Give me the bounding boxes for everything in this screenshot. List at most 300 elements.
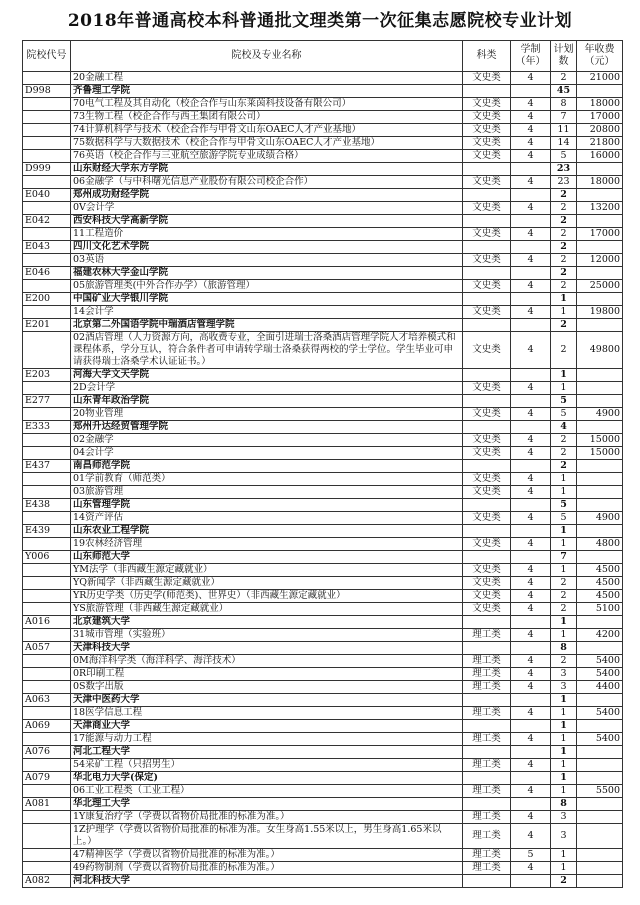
empty-cell <box>577 215 623 228</box>
major-category: 理工类 <box>463 668 511 681</box>
major-category: 文史类 <box>463 124 511 137</box>
major-row <box>23 202 623 215</box>
major-name: 02金融学 <box>71 434 463 447</box>
school-plan-total: 2 <box>551 460 577 473</box>
empty-cell <box>511 525 551 538</box>
school-code: A063 <box>23 694 71 707</box>
major-fee: 18000 <box>577 98 623 111</box>
major-fee: 4500 <box>577 577 623 590</box>
major-category: 理工类 <box>463 811 511 824</box>
major-row <box>23 707 623 720</box>
major-fee <box>577 849 623 862</box>
major-plan: 1 <box>551 759 577 772</box>
major-duration: 4 <box>511 111 551 124</box>
major-code-cell <box>23 72 71 85</box>
major-code-cell <box>23 473 71 486</box>
empty-cell <box>577 551 623 564</box>
major-category: 理工类 <box>463 785 511 798</box>
school-row <box>23 241 623 254</box>
school-code: A069 <box>23 720 71 733</box>
major-duration: 5 <box>511 849 551 862</box>
empty-cell <box>463 215 511 228</box>
major-fee: 5400 <box>577 655 623 668</box>
major-row <box>23 254 623 267</box>
major-row <box>23 603 623 616</box>
empty-cell <box>511 319 551 332</box>
major-row <box>23 382 623 395</box>
major-name: 19农林经济管理 <box>71 538 463 551</box>
major-name: 02酒店管理（人力资源方向，高收费专业，全面引进瑞士洛桑酒店管理学院人才培养模式和课程体系，学分互认，符合条件者可申请转学瑞士洛桑获得两校的学士学位。学生毕业可申请获得瑞士洛桑学术认证证书。） <box>71 332 463 369</box>
empty-cell <box>577 267 623 280</box>
major-fee <box>577 862 623 875</box>
major-plan: 2 <box>551 254 577 267</box>
empty-cell <box>511 772 551 785</box>
major-fee <box>577 486 623 499</box>
empty-cell <box>577 772 623 785</box>
school-plan-total: 5 <box>551 395 577 408</box>
school-code: Y006 <box>23 551 71 564</box>
major-name: 54采矿工程（只招男生） <box>71 759 463 772</box>
school-code: E277 <box>23 395 71 408</box>
major-name: YQ新闻学（非西藏生源定藏就业） <box>71 577 463 590</box>
major-code-cell <box>23 862 71 875</box>
major-name: 11工程造价 <box>71 228 463 241</box>
major-duration: 4 <box>511 603 551 616</box>
school-name: 河海大学文天学院 <box>71 369 463 382</box>
major-fee: 4800 <box>577 538 623 551</box>
school-row <box>23 460 623 473</box>
school-plan-total: 1 <box>551 720 577 733</box>
major-plan: 2 <box>551 72 577 85</box>
major-row <box>23 72 623 85</box>
major-row <box>23 124 623 137</box>
major-duration: 4 <box>511 150 551 163</box>
major-row <box>23 473 623 486</box>
major-plan: 2 <box>551 228 577 241</box>
major-row <box>23 111 623 124</box>
major-code-cell <box>23 590 71 603</box>
major-category: 文史类 <box>463 150 511 163</box>
major-fee: 4900 <box>577 408 623 421</box>
major-code-cell <box>23 306 71 319</box>
major-category: 文史类 <box>463 603 511 616</box>
empty-cell <box>463 642 511 655</box>
major-duration: 4 <box>511 382 551 395</box>
school-name: 华北电力大学(保定) <box>71 772 463 785</box>
major-plan: 5 <box>551 150 577 163</box>
school-row <box>23 798 623 811</box>
empty-cell <box>511 189 551 202</box>
school-code: E043 <box>23 241 71 254</box>
school-code: E438 <box>23 499 71 512</box>
major-row <box>23 176 623 189</box>
school-code: A079 <box>23 772 71 785</box>
empty-cell <box>511 241 551 254</box>
major-category: 理工类 <box>463 849 511 862</box>
major-code-cell <box>23 681 71 694</box>
school-name: 西安科技大学高新学院 <box>71 215 463 228</box>
school-code: A016 <box>23 616 71 629</box>
empty-cell <box>463 772 511 785</box>
major-plan: 2 <box>551 280 577 293</box>
school-name: 中国矿业大学银川学院 <box>71 293 463 306</box>
empty-cell <box>463 875 511 888</box>
major-category: 文史类 <box>463 332 511 369</box>
major-duration: 4 <box>511 512 551 525</box>
school-row <box>23 421 623 434</box>
school-plan-total: 2 <box>551 189 577 202</box>
major-name: 20物业管理 <box>71 408 463 421</box>
empty-cell <box>463 319 511 332</box>
school-code: E333 <box>23 421 71 434</box>
major-plan: 3 <box>551 681 577 694</box>
major-duration: 4 <box>511 408 551 421</box>
major-row <box>23 849 623 862</box>
major-fee: 5100 <box>577 603 623 616</box>
empty-cell <box>577 746 623 759</box>
major-category: 理工类 <box>463 655 511 668</box>
major-name: 05旅游管理类(中外合作办学）（旅游管理） <box>71 280 463 293</box>
major-code-cell <box>23 707 71 720</box>
major-code-cell <box>23 668 71 681</box>
school-row <box>23 616 623 629</box>
empty-cell <box>511 720 551 733</box>
school-name: 北京建筑大学 <box>71 616 463 629</box>
major-duration: 4 <box>511 759 551 772</box>
major-name: 47精神医学（学费以省物价局批准的标准为准。） <box>71 849 463 862</box>
empty-cell <box>577 395 623 408</box>
empty-cell <box>577 525 623 538</box>
school-plan-total: 2 <box>551 319 577 332</box>
major-name: 03英语 <box>71 254 463 267</box>
major-code-cell <box>23 486 71 499</box>
major-plan: 1 <box>551 564 577 577</box>
major-category: 文史类 <box>463 228 511 241</box>
major-row <box>23 577 623 590</box>
school-row <box>23 772 623 785</box>
empty-cell <box>577 720 623 733</box>
major-name: 06金融学（与中科曙光信息产业股份有限公司校企合作） <box>71 176 463 189</box>
school-row <box>23 720 623 733</box>
empty-cell <box>577 460 623 473</box>
major-fee: 5400 <box>577 668 623 681</box>
major-category: 文史类 <box>463 280 511 293</box>
major-code-cell <box>23 824 71 849</box>
major-plan: 2 <box>551 332 577 369</box>
school-name: 华北理工大学 <box>71 798 463 811</box>
school-row <box>23 293 623 306</box>
school-row <box>23 875 623 888</box>
major-duration: 4 <box>511 254 551 267</box>
school-row <box>23 525 623 538</box>
major-category: 文史类 <box>463 564 511 577</box>
school-row <box>23 746 623 759</box>
major-plan: 8 <box>551 98 577 111</box>
major-code-cell <box>23 538 71 551</box>
school-row <box>23 369 623 382</box>
major-name: 04会计学 <box>71 447 463 460</box>
major-code-cell <box>23 408 71 421</box>
school-row <box>23 694 623 707</box>
school-name: 天津商业大学 <box>71 720 463 733</box>
school-code: E201 <box>23 319 71 332</box>
major-row <box>23 150 623 163</box>
school-code: E200 <box>23 293 71 306</box>
school-code: E437 <box>23 460 71 473</box>
major-code-cell <box>23 124 71 137</box>
major-name: 73生物工程（校企合作与西王集团有限公司） <box>71 111 463 124</box>
school-name: 北京第二外国语学院中瑞酒店管理学院 <box>71 319 463 332</box>
school-name: 山东青年政治学院 <box>71 395 463 408</box>
major-row <box>23 486 623 499</box>
major-category: 文史类 <box>463 447 511 460</box>
major-code-cell <box>23 447 71 460</box>
major-duration: 4 <box>511 447 551 460</box>
major-name: 70电气工程及其自动化（校企合作与山东莱茵科技设备有限公司） <box>71 98 463 111</box>
major-duration: 4 <box>511 590 551 603</box>
major-name: 14会计学 <box>71 306 463 319</box>
school-plan-total: 8 <box>551 642 577 655</box>
school-plan-total: 7 <box>551 551 577 564</box>
major-name: YS旅游管理（非西藏生源定藏就业） <box>71 603 463 616</box>
school-plan-total: 8 <box>551 798 577 811</box>
major-row <box>23 668 623 681</box>
empty-cell <box>511 746 551 759</box>
major-fee <box>577 824 623 849</box>
major-category: 理工类 <box>463 862 511 875</box>
empty-cell <box>463 616 511 629</box>
empty-cell <box>511 616 551 629</box>
school-code: A076 <box>23 746 71 759</box>
major-duration: 4 <box>511 681 551 694</box>
major-category: 文史类 <box>463 538 511 551</box>
empty-cell <box>577 421 623 434</box>
header-duration: 学制（年） <box>511 41 551 72</box>
empty-cell <box>511 215 551 228</box>
major-code-cell <box>23 332 71 369</box>
major-duration: 4 <box>511 124 551 137</box>
empty-cell <box>577 798 623 811</box>
major-duration: 4 <box>511 811 551 824</box>
empty-cell <box>463 293 511 306</box>
major-name: 18医学信息工程 <box>71 707 463 720</box>
school-row <box>23 215 623 228</box>
empty-cell <box>463 694 511 707</box>
school-row <box>23 319 623 332</box>
major-duration: 4 <box>511 473 551 486</box>
school-name: 郑州成功财经学院 <box>71 189 463 202</box>
empty-cell <box>463 85 511 98</box>
major-duration: 4 <box>511 668 551 681</box>
major-name: 0S数字出版 <box>71 681 463 694</box>
major-code-cell <box>23 202 71 215</box>
major-fee: 5400 <box>577 707 623 720</box>
major-name: 75数据科学与大数据技术（校企合作与甲骨文山东OAEC人才产业基地） <box>71 137 463 150</box>
major-category: 文史类 <box>463 98 511 111</box>
school-name: 天津中医药大学 <box>71 694 463 707</box>
major-duration: 4 <box>511 332 551 369</box>
major-plan: 1 <box>551 862 577 875</box>
major-name: 0R印刷工程 <box>71 668 463 681</box>
major-name: 1Z护理学（学费以省物价局批准的标准为准。女生身高1.55米以上，男生身高1.65米以上。） <box>71 824 463 849</box>
major-category: 理工类 <box>463 629 511 642</box>
major-fee: 17000 <box>577 111 623 124</box>
major-code-cell <box>23 629 71 642</box>
major-duration: 4 <box>511 629 551 642</box>
major-plan: 3 <box>551 824 577 849</box>
empty-cell <box>463 369 511 382</box>
major-fee: 4200 <box>577 629 623 642</box>
major-row <box>23 280 623 293</box>
major-fee <box>577 811 623 824</box>
major-plan: 5 <box>551 512 577 525</box>
major-row <box>23 681 623 694</box>
major-plan: 1 <box>551 306 577 319</box>
major-category: 文史类 <box>463 382 511 395</box>
major-row <box>23 759 623 772</box>
school-code: E040 <box>23 189 71 202</box>
major-category: 文史类 <box>463 512 511 525</box>
school-code: D999 <box>23 163 71 176</box>
major-row <box>23 228 623 241</box>
school-row <box>23 189 623 202</box>
major-category: 文史类 <box>463 176 511 189</box>
major-duration: 4 <box>511 824 551 849</box>
major-name: 01学前教育（师范类） <box>71 473 463 486</box>
empty-cell <box>577 85 623 98</box>
major-duration: 4 <box>511 564 551 577</box>
school-name: 河北工程大学 <box>71 746 463 759</box>
major-plan: 5 <box>551 408 577 421</box>
major-fee: 4900 <box>577 512 623 525</box>
major-category: 文史类 <box>463 254 511 267</box>
header-fee: 年收费（元） <box>577 41 623 72</box>
major-name: YR历史学类（历史学(师范类)、世界史）（非西藏生源定藏就业） <box>71 590 463 603</box>
empty-cell <box>511 85 551 98</box>
empty-cell <box>511 642 551 655</box>
major-plan: 1 <box>551 733 577 746</box>
header-code: 院校代号 <box>23 41 71 72</box>
major-category: 文史类 <box>463 473 511 486</box>
major-fee: 49800 <box>577 332 623 369</box>
major-category: 理工类 <box>463 733 511 746</box>
major-row <box>23 811 623 824</box>
empty-cell <box>511 694 551 707</box>
major-duration: 4 <box>511 862 551 875</box>
school-plan-total: 1 <box>551 369 577 382</box>
empty-cell <box>511 395 551 408</box>
school-row <box>23 551 623 564</box>
major-duration: 4 <box>511 538 551 551</box>
school-row <box>23 85 623 98</box>
major-category: 文史类 <box>463 408 511 421</box>
major-plan: 2 <box>551 202 577 215</box>
major-fee: 21800 <box>577 137 623 150</box>
empty-cell <box>511 460 551 473</box>
major-fee: 12000 <box>577 254 623 267</box>
empty-cell <box>463 267 511 280</box>
major-row <box>23 332 623 369</box>
header-category: 科类 <box>463 41 511 72</box>
major-category: 文史类 <box>463 434 511 447</box>
school-plan-total: 1 <box>551 293 577 306</box>
school-plan-total: 2 <box>551 215 577 228</box>
major-code-cell <box>23 434 71 447</box>
empty-cell <box>463 746 511 759</box>
major-fee: 5400 <box>577 733 623 746</box>
major-fee: 15000 <box>577 447 623 460</box>
major-duration: 4 <box>511 228 551 241</box>
major-code-cell <box>23 603 71 616</box>
empty-cell <box>511 369 551 382</box>
header-plan: 计划数 <box>551 41 577 72</box>
empty-cell <box>463 421 511 434</box>
major-code-cell <box>23 849 71 862</box>
school-name: 郑州升达经贸管理学院 <box>71 421 463 434</box>
empty-cell <box>577 189 623 202</box>
major-category: 理工类 <box>463 707 511 720</box>
major-row <box>23 512 623 525</box>
empty-cell <box>463 525 511 538</box>
major-code-cell <box>23 785 71 798</box>
major-row <box>23 434 623 447</box>
school-code: E046 <box>23 267 71 280</box>
empty-cell <box>511 293 551 306</box>
major-plan: 1 <box>551 473 577 486</box>
school-name: 河北科技大学 <box>71 875 463 888</box>
major-plan: 2 <box>551 434 577 447</box>
major-plan: 11 <box>551 124 577 137</box>
empty-cell <box>577 163 623 176</box>
major-code-cell <box>23 111 71 124</box>
school-row <box>23 267 623 280</box>
major-row <box>23 306 623 319</box>
major-category: 理工类 <box>463 759 511 772</box>
major-plan: 3 <box>551 668 577 681</box>
major-fee: 4500 <box>577 564 623 577</box>
empty-cell <box>463 551 511 564</box>
empty-cell <box>577 499 623 512</box>
school-plan-total: 45 <box>551 85 577 98</box>
major-duration: 4 <box>511 785 551 798</box>
major-duration: 4 <box>511 486 551 499</box>
major-duration: 4 <box>511 707 551 720</box>
school-plan-total: 2 <box>551 241 577 254</box>
major-fee <box>577 382 623 395</box>
empty-cell <box>463 720 511 733</box>
school-name: 山东农业工程学院 <box>71 525 463 538</box>
school-row <box>23 642 623 655</box>
school-code: D998 <box>23 85 71 98</box>
empty-cell <box>463 798 511 811</box>
empty-cell <box>577 694 623 707</box>
major-fee: 17000 <box>577 228 623 241</box>
empty-cell <box>577 319 623 332</box>
school-plan-total: 1 <box>551 694 577 707</box>
major-row <box>23 733 623 746</box>
major-name: 2D会计学 <box>71 382 463 395</box>
school-plan-total: 2 <box>551 875 577 888</box>
school-plan-total: 2 <box>551 267 577 280</box>
major-code-cell <box>23 577 71 590</box>
major-code-cell <box>23 564 71 577</box>
major-plan: 14 <box>551 137 577 150</box>
school-plan-total: 5 <box>551 499 577 512</box>
major-fee: 4400 <box>577 681 623 694</box>
major-duration: 4 <box>511 577 551 590</box>
major-fee: 16000 <box>577 150 623 163</box>
major-category: 文史类 <box>463 137 511 150</box>
